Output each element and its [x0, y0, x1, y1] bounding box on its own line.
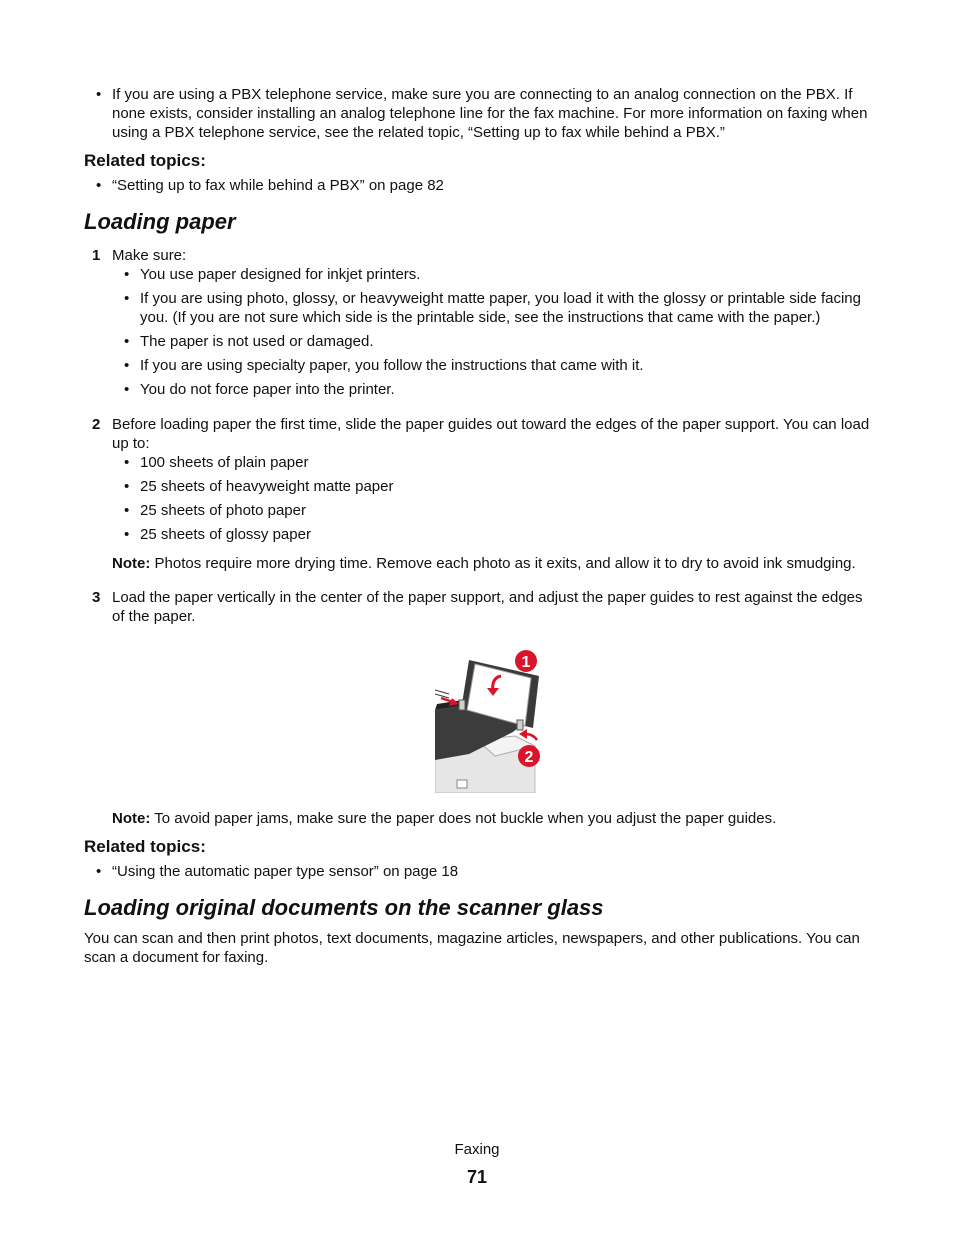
- related-topic-link[interactable]: • “Using the automatic paper type sensor” on page 18: [84, 862, 884, 881]
- note-label: Note:: [112, 810, 151, 827]
- step-3: [84, 588, 874, 626]
- step-number: 1: [92, 247, 101, 264]
- list-item: • You use paper designed for inkjet printers.: [112, 265, 874, 284]
- step-text: Before loading paper the first time, slide the paper guides out toward the edges of the paper support. You can load up to:: [112, 416, 870, 452]
- printer-front-button: [457, 780, 467, 788]
- step-1: [84, 246, 874, 404]
- related-topic-link[interactable]: • “Setting up to fax while behind a PBX” on page 82: [84, 176, 884, 195]
- right-paper-guide: [517, 720, 523, 730]
- callout-2-label: 2: [524, 749, 534, 766]
- list-item: • 25 sheets of heavyweight matte paper: [112, 477, 874, 496]
- pbx-bullet-list: [84, 85, 884, 142]
- step-text: Load the paper vertically in the center of the paper support, and adjust the paper guides to rest against the edges of the paper.: [112, 589, 863, 625]
- note-text: To avoid paper jams, make sure the paper does not buckle when you adjust the paper guides.: [154, 810, 777, 827]
- related-topics-list: [84, 176, 884, 195]
- step-2-bullets: [112, 453, 874, 544]
- list-item: • You do not force paper into the printer.: [112, 380, 874, 399]
- side-marker: [435, 690, 449, 694]
- list-item: • 100 sheets of plain paper: [112, 453, 874, 472]
- note-text: Photos require more drying time. Remove each photo as it exits, and allow it to dry to avoid ink smudging.: [154, 555, 856, 572]
- list-item: • If you are using photo, glossy, or heavyweight matte paper, you load it with the glossy or printable side facing you. (If you are not sure which side is the printable side, see the instructions that came with the paper.): [112, 289, 874, 327]
- section-title-scanner-glass: Loading original documents on the scanner glass: [84, 895, 604, 920]
- left-paper-guide: [459, 700, 465, 710]
- list-item: • The paper is not used or damaged.: [112, 332, 874, 351]
- scanner-intro-paragraph: You can scan and then print photos, text documents, magazine articles, newspapers, and other publications. You can scan a document for faxing.: [84, 930, 860, 966]
- paper-jam-note: [112, 809, 892, 828]
- step-1-bullets: [112, 265, 874, 399]
- list-item: • 25 sheets of photo paper: [112, 501, 874, 520]
- section-title-loading-paper: Loading paper: [84, 209, 236, 234]
- printer-illustration: [435, 648, 547, 793]
- step-number: 3: [92, 589, 101, 606]
- printer-paper-figure: [435, 648, 547, 793]
- step-2-note: [112, 554, 874, 573]
- list-item: • 25 sheets of glossy paper: [112, 525, 874, 544]
- step-number: 2: [92, 416, 101, 433]
- related-topics-list: [84, 862, 884, 881]
- pbx-bullet: • If you are using a PBX telephone service, make sure you are connecting to an analog connection on the PBX. If none exists, consider installing an analog telephone line for the fax machine. For more information on faxing when using a PBX telephone service, see the related topic, “Setting up to fax while behind a PBX.”: [84, 85, 884, 142]
- step-2: [84, 415, 874, 573]
- related-topics-heading: Related topics:: [84, 151, 206, 170]
- related-topics-heading: Related topics:: [84, 837, 206, 856]
- page-number: 71: [466, 1167, 488, 1187]
- footer-section-name: Faxing: [454, 1141, 500, 1158]
- step-text: Make sure:: [112, 247, 187, 264]
- list-item: • If you are using specialty paper, you follow the instructions that came with it.: [112, 356, 874, 375]
- note-label: Note:: [112, 555, 151, 572]
- callout-1-label: 1: [521, 654, 531, 671]
